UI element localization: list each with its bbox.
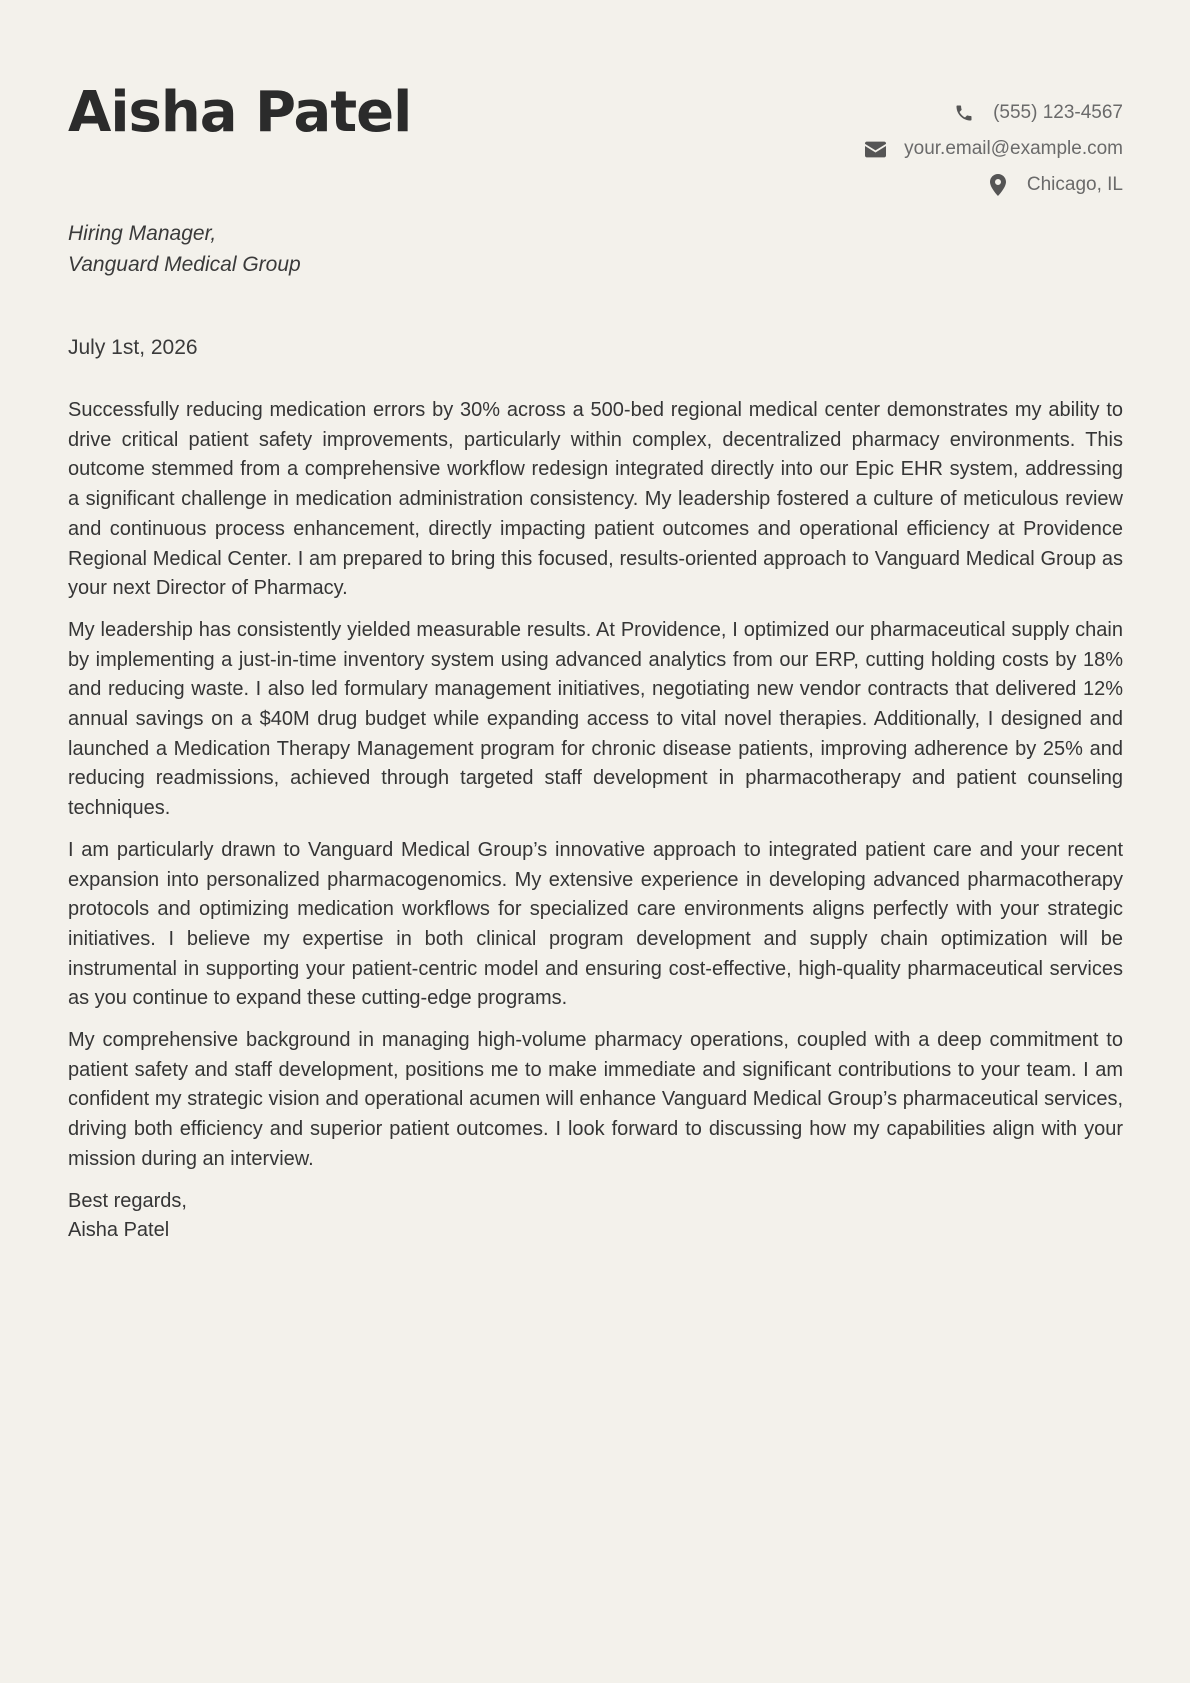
sender-name: Aisha Patel — [68, 80, 412, 145]
letter-body — [68, 396, 1123, 1246]
email-contact — [864, 131, 1123, 167]
recipient-title: Hiring Manager, — [68, 222, 217, 245]
phone-contact — [864, 95, 1123, 131]
body-paragraph: My comprehensive background in managing high-volume pharmacy operations, coupled with a deep commitment to patient safety and staff development, positions me to make immediate and significant contributions to your team. I am confident my strategic vision and operational acumen will enhance Vanguard Medical Group’s pharmaceutical services, driving both efficiency and superior patient outcomes. I look forward to discussing how my capabilities align with your mission during an interview. — [68, 1029, 1123, 1170]
recipient-company: Vanguard Medical Group — [68, 253, 301, 276]
contact-info — [864, 95, 1123, 203]
cover-letter — [68, 0, 1123, 1683]
body-paragraph: Successfully reducing medication errors by 30% across a 500-bed regional medical center demonstrates my ability to drive critical patient safety improvements, particularly within complex, decentralized pharmacy environments. This outcome stemmed from a comprehensive workflow redesign integrated directly into our Epic EHR system, addressing a significant challenge in medication administration consistency. My leadership fostered a culture of meticulous review and continuous process enhancement, directly impacting patient outcomes and operational efficiency at Providence Regional Medical Center. I am prepared to bring this focused, results-oriented approach to Vanguard Medical Group as your next Director of Pharmacy. — [68, 399, 1123, 600]
body-paragraph: I am particularly drawn to Vanguard Medical Group’s innovative approach to integrated patient care and your recent expansion into personalized pharmacogenomics. My extensive experience in developing advanced pharmacotherapy protocols and optimizing medication workflows for specialized care environments aligns perfectly with your strategic initiatives. I believe my expertise in both clinical program development and supply chain optimization will be instrumental in supporting your patient-centric model and ensuring cost-effective, high-quality pharmaceutical services as you continue to expand these cutting-edge programs. — [68, 838, 1123, 1010]
letter-date: July 1st, 2026 — [68, 336, 198, 359]
letter-header — [68, 0, 1123, 200]
closing-salutation: Best regards, — [68, 1189, 187, 1212]
email-address: your.email@example.com — [904, 138, 1123, 159]
location-contact — [864, 167, 1123, 203]
map-pin-icon — [987, 174, 1009, 196]
phone-number: (555) 123-4567 — [993, 102, 1123, 123]
location-text: Chicago, IL — [1026, 174, 1123, 195]
phone-icon — [953, 102, 975, 124]
closing-signature: Aisha Patel — [68, 1219, 170, 1242]
recipient-block — [68, 218, 301, 280]
body-paragraph: My leadership has consistently yielded measurable results. At Providence, I optimized our pharmaceutical supply chain by implementing a just-in-time inventory system using advanced analytics from our ERP, cutting holding costs by 18% and reducing waste. I also led formulary management initiatives, negotiating new vendor contracts that delivered 12% annual savings on a $40M drug budget while expanding access to vital novel therapies. Additionally, I designed and launched a Medication Therapy Management program for chronic disease patients, improving adherence by 25% and reducing readmissions, achieved through targeted staff development in pharmacotherapy and patient counseling techniques. — [68, 618, 1123, 820]
letter-closing — [68, 1187, 1123, 1246]
envelope-icon — [864, 138, 886, 160]
